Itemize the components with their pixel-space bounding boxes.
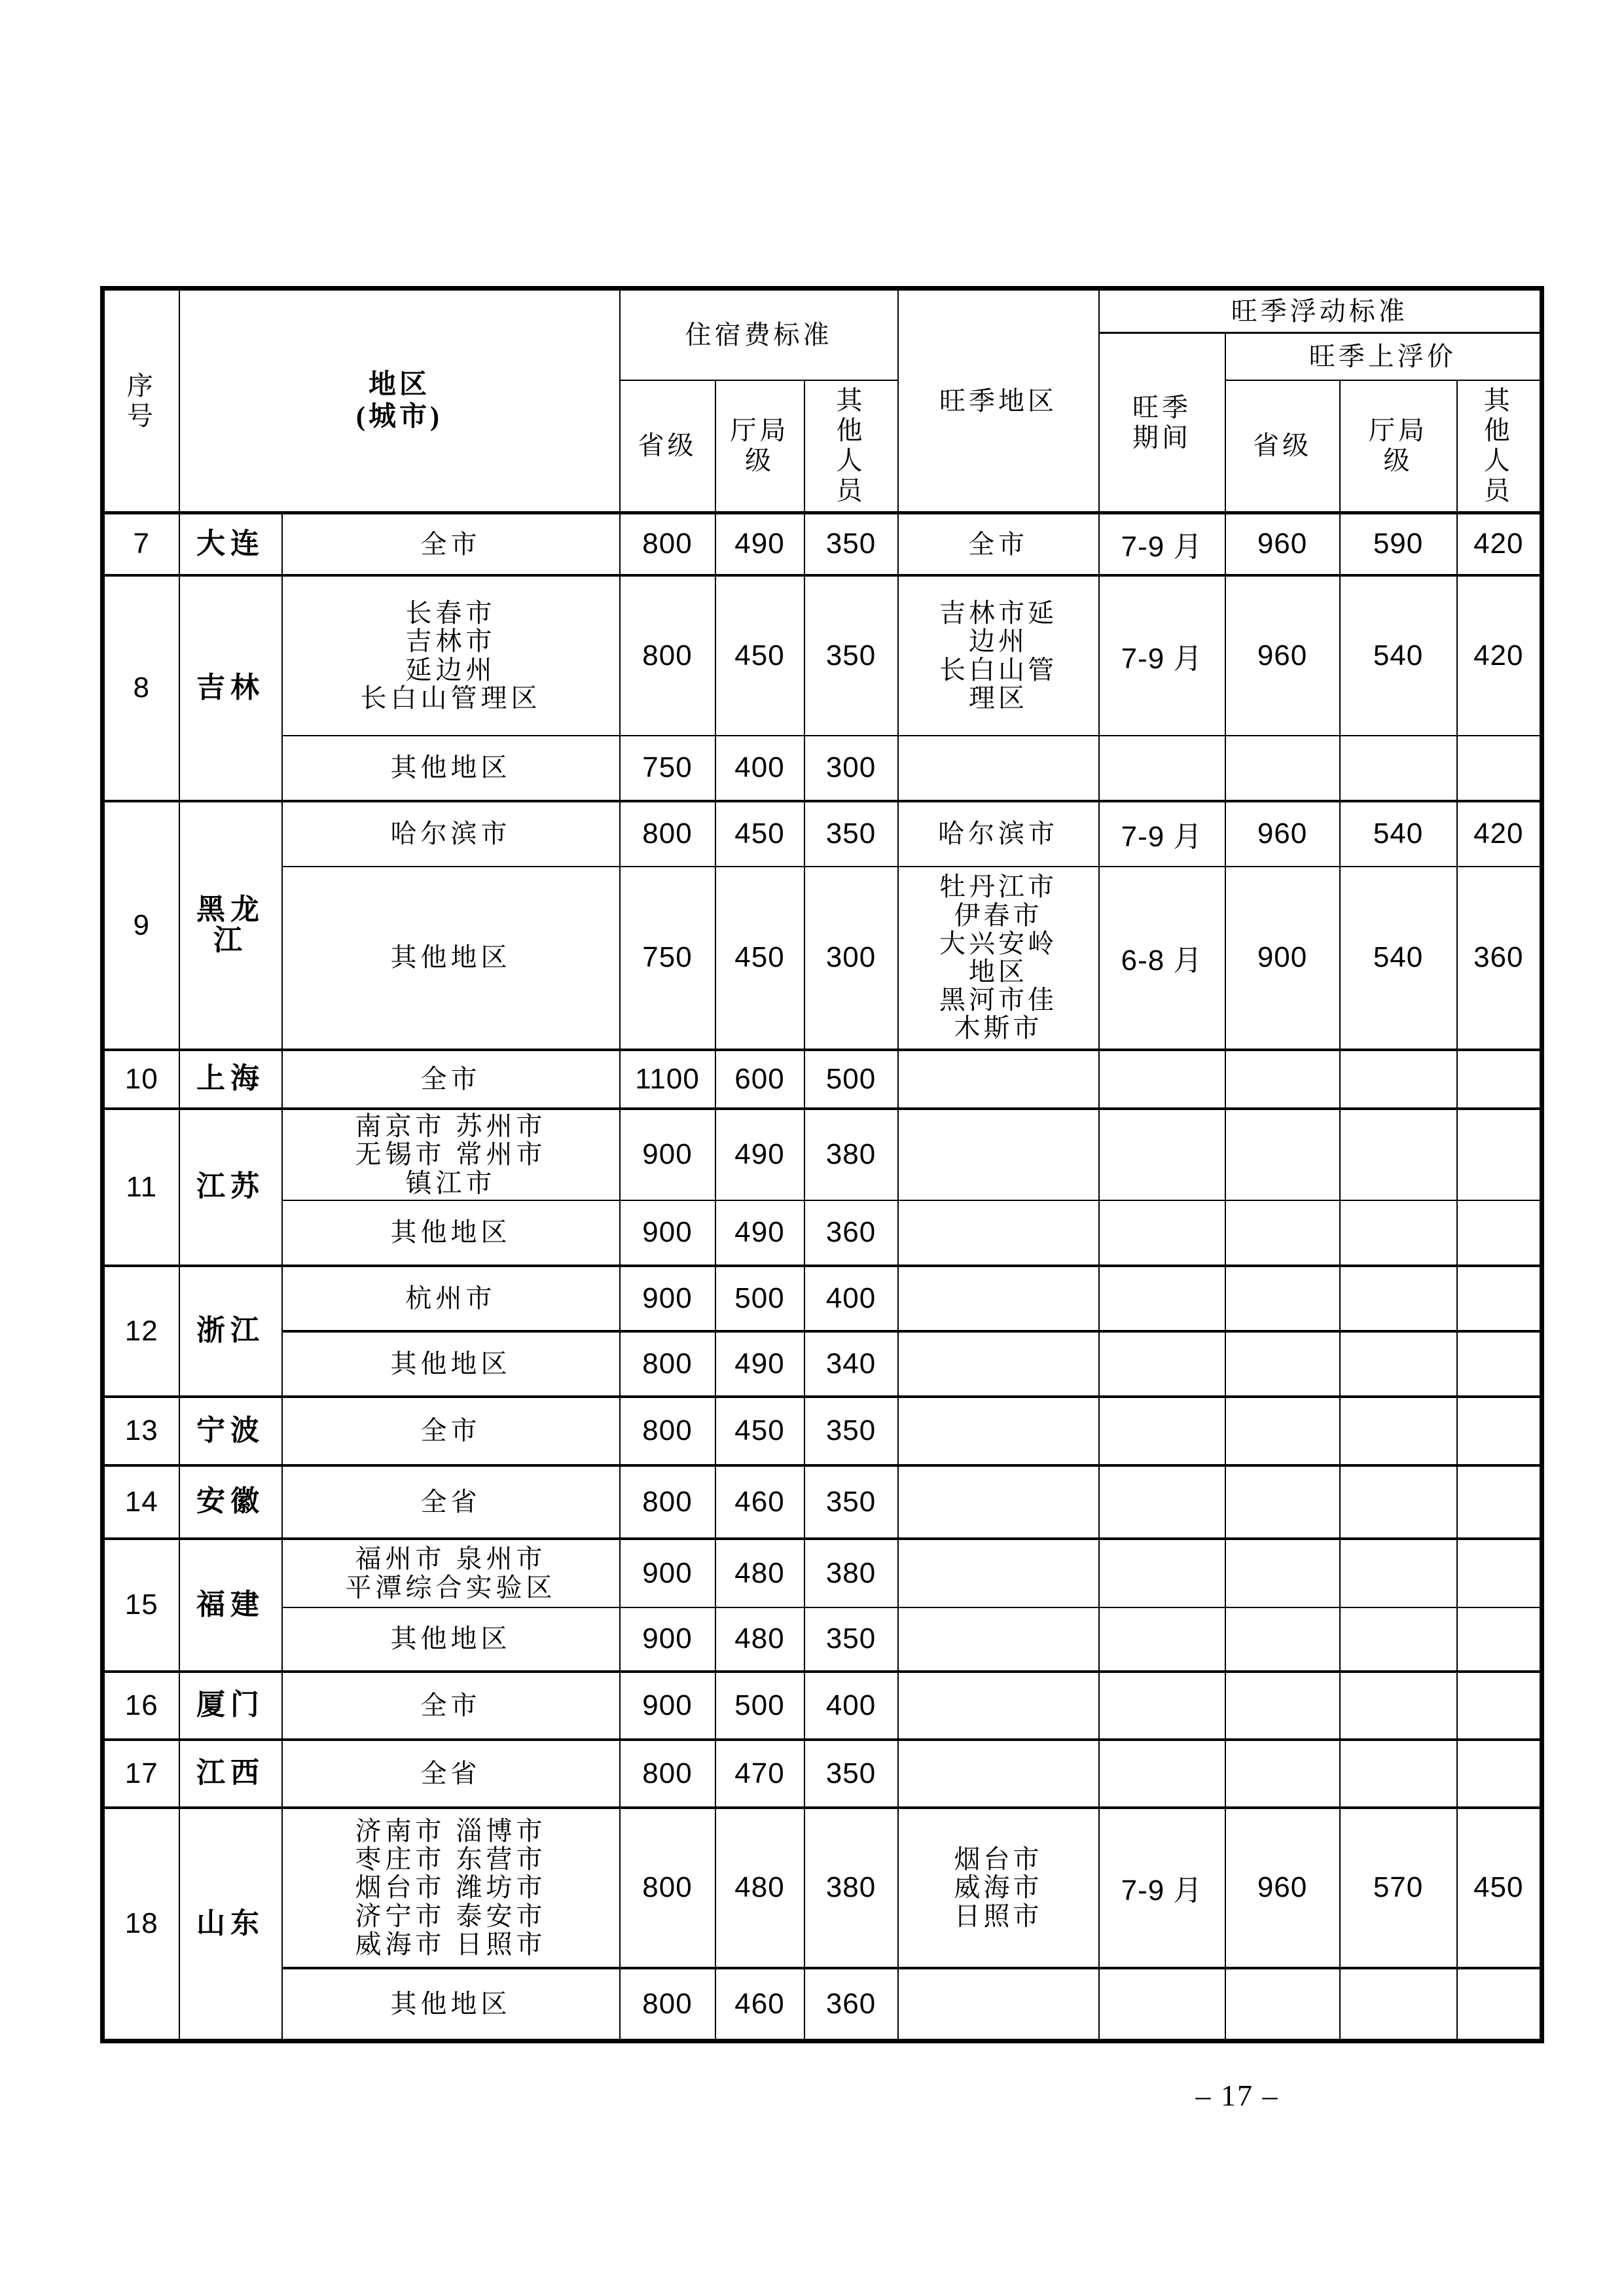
table-row: [103, 1397, 1542, 1465]
cell-seq: 14: [103, 1465, 179, 1539]
cell-seq: 8: [103, 575, 179, 801]
cell-seq: 17: [103, 1740, 179, 1808]
cell-area: 杭州市: [282, 1266, 620, 1331]
cell-peak-bureau-rate: [1340, 1539, 1457, 1607]
cell-peak-area: [898, 1200, 1099, 1266]
cell-peak-provincial-rate: 960: [1225, 513, 1340, 575]
cell-peak-area: [898, 1808, 1099, 1968]
cell-provincial-rate: 900: [620, 1607, 715, 1672]
cell-other-rate: 380: [804, 1539, 898, 1607]
cell-peak-other-rate: 420: [1457, 575, 1542, 736]
cell-peak-area: [898, 1397, 1099, 1465]
cell-other-rate: 350: [804, 801, 898, 867]
cell-peak-other-rate: [1457, 1607, 1542, 1672]
cell-provincial-rate: 750: [620, 736, 715, 801]
cell-peak-area: [898, 1539, 1099, 1607]
cell-provincial-rate: 800: [620, 575, 715, 736]
cell-peak-provincial-rate: [1225, 1050, 1340, 1109]
multiline-text: 烟台市 威海市 日照市: [954, 1844, 1043, 1931]
header-peak-provincial-level: 省级: [1225, 380, 1340, 513]
table-header: [103, 289, 1542, 513]
table-row: [103, 1266, 1542, 1331]
header-bureau-level: 厅局 级: [715, 380, 804, 513]
cell-peak-period: 6-8 月: [1099, 867, 1225, 1050]
cell-other-rate: 400: [804, 1672, 898, 1740]
cell-area: 其他地区: [282, 1968, 620, 2041]
cell-peak-area: [898, 867, 1099, 1050]
cell-provincial-rate: 900: [620, 1109, 715, 1200]
table-row: [103, 867, 1542, 1050]
cell-bureau-rate: 480: [715, 1539, 804, 1607]
cell-peak-provincial-rate: [1225, 1200, 1340, 1266]
cell-area: 其他地区: [282, 1607, 620, 1672]
cell-other-rate: 500: [804, 1050, 898, 1109]
cell-bureau-rate: 490: [715, 1331, 804, 1397]
lodging-fee-table: [100, 286, 1544, 2043]
header-provincial-level: 省级: [620, 380, 715, 513]
table-row: [103, 1672, 1542, 1740]
table-row: [103, 1331, 1542, 1397]
cell-peak-area: [898, 1672, 1099, 1740]
cell-peak-provincial-rate: [1225, 1109, 1340, 1200]
cell-peak-other-rate: [1457, 1050, 1542, 1109]
cell-provincial-rate: 800: [620, 1331, 715, 1397]
cell-region-name: 大连: [179, 513, 282, 575]
multiline-text: 南京市 苏州市 无锡市 常州市 镇江市: [355, 1111, 547, 1198]
cell-peak-area: [898, 1740, 1099, 1808]
table-row: [103, 1808, 1542, 1968]
cell-peak-bureau-rate: 590: [1340, 513, 1457, 575]
cell-provincial-rate: 900: [620, 1200, 715, 1266]
table-row: [103, 736, 1542, 801]
cell-provincial-rate: 800: [620, 513, 715, 575]
cell-bureau-rate: 490: [715, 1109, 804, 1200]
header-peak-bureau-level: 厅局 级: [1340, 380, 1457, 513]
cell-peak-bureau-rate: [1340, 1968, 1457, 2041]
cell-peak-bureau-rate: [1340, 1465, 1457, 1539]
cell-peak-period: [1099, 1465, 1225, 1539]
cell-other-rate: 360: [804, 1200, 898, 1266]
multiline-text: 长春市 吉林市 延边州 长白山管理区: [360, 598, 541, 713]
cell-peak-provincial-rate: 960: [1225, 801, 1340, 867]
cell-peak-bureau-rate: [1340, 1050, 1457, 1109]
header-peak-period: 旺季 期间: [1099, 333, 1225, 513]
header-lodging-standard: 住宿费标准: [620, 289, 898, 380]
table-row: [103, 1968, 1542, 2041]
cell-area: 全省: [282, 1740, 620, 1808]
cell-peak-provincial-rate: [1225, 1539, 1340, 1607]
cell-region-name: 江苏: [179, 1109, 282, 1266]
header-region-city: 地区 (城市): [179, 289, 620, 513]
cell-area: 其他地区: [282, 867, 620, 1050]
cell-other-rate: 300: [804, 867, 898, 1050]
cell-area: 全市: [282, 1672, 620, 1740]
cell-peak-provincial-rate: [1225, 736, 1340, 801]
cell-peak-other-rate: [1457, 1539, 1542, 1607]
cell-peak-bureau-rate: 570: [1340, 1808, 1457, 1968]
cell-area: 全省: [282, 1465, 620, 1539]
cell-peak-provincial-rate: [1225, 1968, 1340, 2041]
header-peak-other-personnel: 其 他 人 员: [1457, 380, 1542, 513]
cell-provincial-rate: 800: [620, 1968, 715, 2041]
cell-area: 全市: [282, 513, 620, 575]
cell-area: 其他地区: [282, 1200, 620, 1266]
cell-provincial-rate: 900: [620, 1672, 715, 1740]
cell-seq: 12: [103, 1266, 179, 1397]
cell-area: 哈尔滨市: [282, 801, 620, 867]
table-row: [103, 1740, 1542, 1808]
cell-peak-provincial-rate: 960: [1225, 575, 1340, 736]
header-peak-markup-price: 旺季上浮价: [1225, 333, 1542, 380]
multiline-text: 济南市 淄博市 枣庄市 东营市 烟台市 潍坊市 济宁市 泰安市 威海市 日照市: [355, 1816, 547, 1959]
cell-peak-period: 7-9 月: [1099, 575, 1225, 736]
cell-seq: 13: [103, 1397, 179, 1465]
cell-seq: 16: [103, 1672, 179, 1740]
cell-peak-other-rate: 420: [1457, 513, 1542, 575]
cell-peak-area: [898, 1050, 1099, 1109]
cell-peak-other-rate: [1457, 1331, 1542, 1397]
cell-peak-period: [1099, 1740, 1225, 1808]
header-seq: 序 号: [103, 289, 179, 513]
cell-peak-bureau-rate: [1340, 1740, 1457, 1808]
cell-other-rate: 350: [804, 1607, 898, 1672]
cell-other-rate: 350: [804, 513, 898, 575]
cell-bureau-rate: 600: [715, 1050, 804, 1109]
cell-other-rate: 380: [804, 1808, 898, 1968]
cell-region-name: [179, 801, 282, 1050]
cell-bureau-rate: 500: [715, 1672, 804, 1740]
cell-area: [282, 1808, 620, 1968]
cell-region-name: 江西: [179, 1740, 282, 1808]
cell-peak-area: [898, 1465, 1099, 1539]
cell-peak-area: 哈尔滨市: [898, 801, 1099, 867]
table-row: [103, 801, 1542, 867]
cell-other-rate: 400: [804, 1266, 898, 1331]
cell-other-rate: 360: [804, 1968, 898, 2041]
cell-provincial-rate: 800: [620, 801, 715, 867]
cell-provincial-rate: 900: [620, 1266, 715, 1331]
cell-peak-bureau-rate: 540: [1340, 867, 1457, 1050]
cell-peak-other-rate: [1457, 1968, 1542, 2041]
table-row: [103, 1539, 1542, 1607]
cell-area: [282, 575, 620, 736]
cell-peak-bureau-rate: [1340, 1672, 1457, 1740]
multiline-text: 黑龙 江: [196, 893, 264, 956]
cell-peak-provincial-rate: 960: [1225, 1808, 1340, 1968]
cell-bureau-rate: 400: [715, 736, 804, 801]
cell-peak-area: [898, 1331, 1099, 1397]
cell-seq: 11: [103, 1109, 179, 1266]
cell-region-name: 山东: [179, 1808, 282, 2041]
cell-bureau-rate: 480: [715, 1607, 804, 1672]
cell-area: 全市: [282, 1050, 620, 1109]
cell-peak-other-rate: [1457, 1200, 1542, 1266]
cell-peak-period: 7-9 月: [1099, 1808, 1225, 1968]
cell-peak-other-rate: [1457, 1672, 1542, 1740]
cell-peak-area: [898, 1109, 1099, 1200]
cell-other-rate: 380: [804, 1109, 898, 1200]
cell-peak-period: [1099, 1200, 1225, 1266]
cell-peak-other-rate: [1457, 1465, 1542, 1539]
cell-peak-period: [1099, 1607, 1225, 1672]
table-row: [103, 513, 1542, 575]
cell-area: [282, 1109, 620, 1200]
cell-bureau-rate: 450: [715, 801, 804, 867]
cell-provincial-rate: 800: [620, 1740, 715, 1808]
cell-peak-bureau-rate: [1340, 1109, 1457, 1200]
cell-region-name: 福建: [179, 1539, 282, 1672]
table-row: [103, 1465, 1542, 1539]
cell-area: 其他地区: [282, 736, 620, 801]
cell-other-rate: 350: [804, 1465, 898, 1539]
cell-peak-bureau-rate: [1340, 1607, 1457, 1672]
cell-peak-provincial-rate: [1225, 1607, 1340, 1672]
cell-peak-provincial-rate: 900: [1225, 867, 1340, 1050]
table-row: [103, 1109, 1542, 1200]
cell-peak-provincial-rate: [1225, 1465, 1340, 1539]
header-other-personnel: 其 他 人 员: [804, 380, 898, 513]
cell-peak-other-rate: 420: [1457, 801, 1542, 867]
cell-peak-provincial-rate: [1225, 1266, 1340, 1331]
cell-other-rate: 350: [804, 1397, 898, 1465]
cell-peak-bureau-rate: [1340, 1397, 1457, 1465]
cell-other-rate: 350: [804, 1740, 898, 1808]
cell-peak-area: [898, 1968, 1099, 2041]
cell-bureau-rate: 500: [715, 1266, 804, 1331]
cell-area: 其他地区: [282, 1331, 620, 1397]
cell-other-rate: 340: [804, 1331, 898, 1397]
table-row: [103, 1050, 1542, 1109]
cell-peak-area: [898, 736, 1099, 801]
cell-peak-period: [1099, 1109, 1225, 1200]
cell-provincial-rate: 800: [620, 1397, 715, 1465]
cell-provincial-rate: 800: [620, 1465, 715, 1539]
cell-bureau-rate: 460: [715, 1968, 804, 2041]
cell-peak-area: [898, 1607, 1099, 1672]
cell-peak-other-rate: [1457, 1740, 1542, 1808]
cell-region-name: 安徽: [179, 1465, 282, 1539]
table-row: [103, 1607, 1542, 1672]
cell-peak-bureau-rate: [1340, 736, 1457, 801]
cell-region-name: 宁波: [179, 1397, 282, 1465]
cell-peak-period: [1099, 1968, 1225, 2041]
cell-bureau-rate: 470: [715, 1740, 804, 1808]
cell-other-rate: 350: [804, 575, 898, 736]
cell-region-name: 吉林: [179, 575, 282, 801]
cell-bureau-rate: 490: [715, 1200, 804, 1266]
cell-bureau-rate: 450: [715, 575, 804, 736]
cell-peak-period: [1099, 1331, 1225, 1397]
cell-peak-other-rate: [1457, 1109, 1542, 1200]
cell-peak-period: [1099, 1050, 1225, 1109]
cell-peak-other-rate: [1457, 1397, 1542, 1465]
cell-peak-other-rate: 450: [1457, 1808, 1542, 1968]
cell-region-name: 浙江: [179, 1266, 282, 1397]
cell-peak-area: [898, 575, 1099, 736]
page-number: – 17 –: [1195, 2079, 1279, 2112]
cell-bureau-rate: 450: [715, 1397, 804, 1465]
cell-region-name: 厦门: [179, 1672, 282, 1740]
cell-peak-area: [898, 1266, 1099, 1331]
cell-peak-provincial-rate: [1225, 1672, 1340, 1740]
cell-peak-period: [1099, 1397, 1225, 1465]
cell-area: 全市: [282, 1397, 620, 1465]
header-peak-float-standard: 旺季浮动标准: [1099, 289, 1542, 333]
cell-peak-period: [1099, 1672, 1225, 1740]
cell-other-rate: 300: [804, 736, 898, 801]
cell-peak-provincial-rate: [1225, 1331, 1340, 1397]
cell-peak-bureau-rate: [1340, 1266, 1457, 1331]
multiline-text: 吉林市延边州 长白山管理区: [939, 598, 1058, 713]
cell-bureau-rate: 460: [715, 1465, 804, 1539]
cell-peak-bureau-rate: 540: [1340, 575, 1457, 736]
cell-seq: 15: [103, 1539, 179, 1672]
header-peak-region: 旺季地区: [898, 289, 1099, 513]
table-body: [103, 513, 1542, 2041]
cell-peak-period: 7-9 月: [1099, 801, 1225, 867]
cell-provincial-rate: 900: [620, 1539, 715, 1607]
cell-area: [282, 1539, 620, 1607]
cell-peak-period: [1099, 736, 1225, 801]
cell-seq: 9: [103, 801, 179, 1050]
multiline-text: 牡丹江市 伊春市 大兴安岭地区 黑河市佳木斯市: [939, 872, 1058, 1043]
multiline-text: 福州市 泉州市 平潭综合实验区: [345, 1544, 556, 1602]
cell-bureau-rate: 490: [715, 513, 804, 575]
cell-seq: 7: [103, 513, 179, 575]
cell-peak-period: 7-9 月: [1099, 513, 1225, 575]
cell-peak-other-rate: 360: [1457, 867, 1542, 1050]
cell-peak-area: 全市: [898, 513, 1099, 575]
cell-peak-bureau-rate: [1340, 1331, 1457, 1397]
cell-peak-provincial-rate: [1225, 1397, 1340, 1465]
table-row: [103, 575, 1542, 736]
cell-provincial-rate: 750: [620, 867, 715, 1050]
cell-provincial-rate: 800: [620, 1808, 715, 1968]
cell-seq: 10: [103, 1050, 179, 1109]
cell-peak-other-rate: [1457, 1266, 1542, 1331]
cell-bureau-rate: 450: [715, 867, 804, 1050]
cell-region-name: 上海: [179, 1050, 282, 1109]
cell-bureau-rate: 480: [715, 1808, 804, 1968]
table-row: [103, 1200, 1542, 1266]
cell-peak-period: [1099, 1266, 1225, 1331]
cell-peak-provincial-rate: [1225, 1740, 1340, 1808]
cell-peak-bureau-rate: 540: [1340, 801, 1457, 867]
cell-seq: 18: [103, 1808, 179, 2041]
cell-peak-period: [1099, 1539, 1225, 1607]
cell-peak-bureau-rate: [1340, 1200, 1457, 1266]
cell-peak-other-rate: [1457, 736, 1542, 801]
cell-provincial-rate: 1100: [620, 1050, 715, 1109]
